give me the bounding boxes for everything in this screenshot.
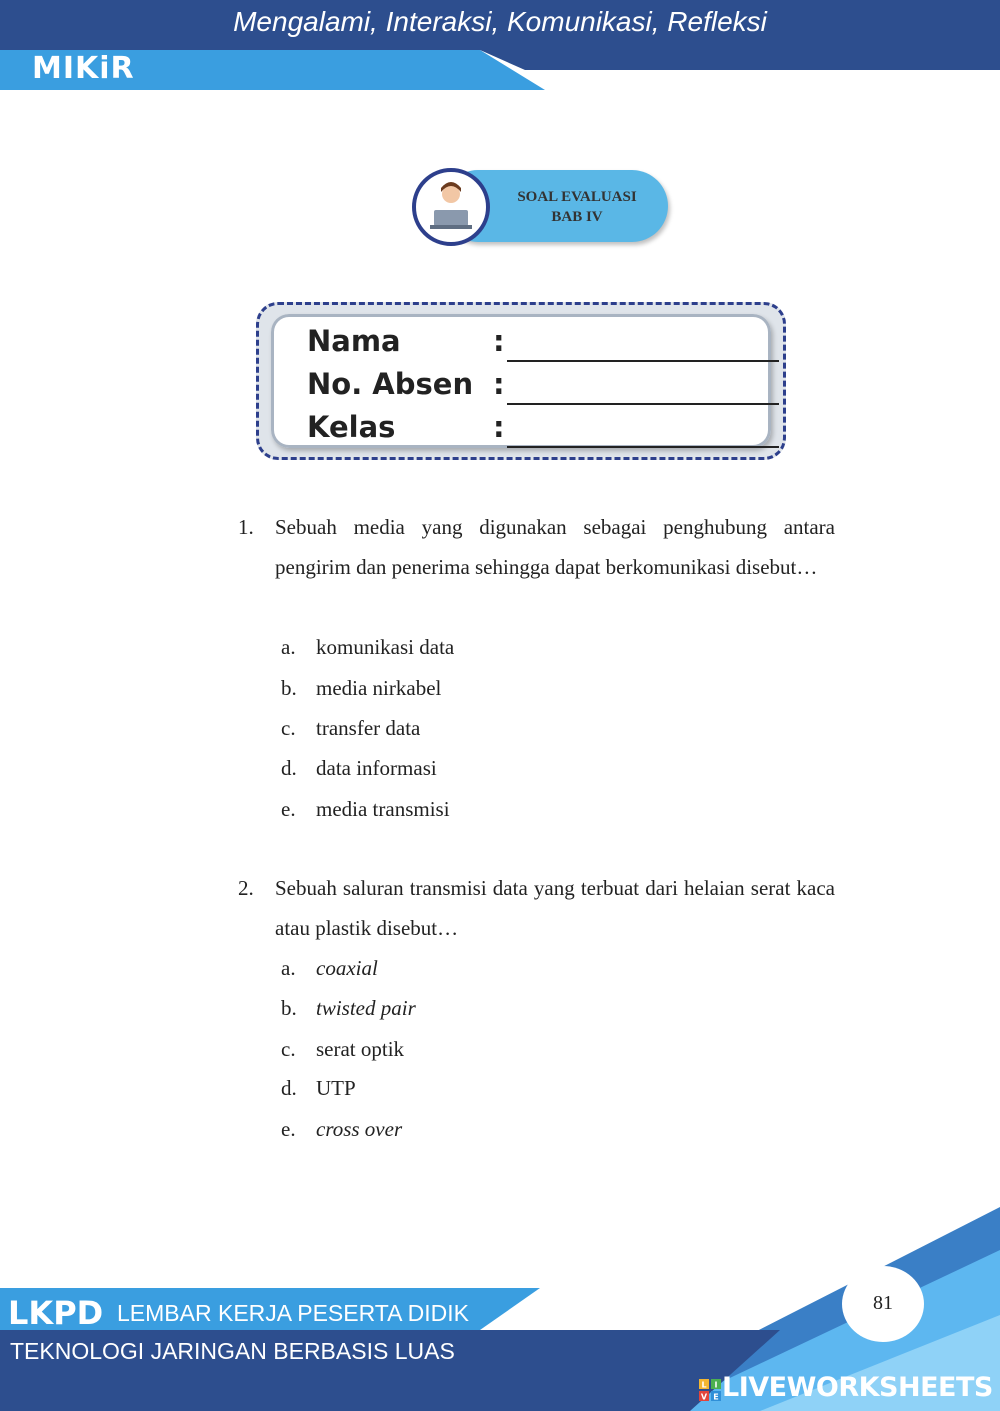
field-label: Kelas <box>307 410 396 444</box>
header-brand: MIKiR <box>32 51 135 86</box>
footer-lkpd-logo: LKPD <box>8 1294 104 1332</box>
option-text[interactable]: coaxial <box>316 956 378 980</box>
question-text: Sebuah media yang digunakan sebagai penghubung antara pengirim dan penerima sehingga dapat berkomunikasi disebut… <box>275 515 835 579</box>
badge-line-2: BAB IV <box>551 209 603 225</box>
question-number: 1. <box>238 515 254 539</box>
field-colon: : <box>493 410 505 444</box>
header-title: Mengalami, Interaksi, Komunikasi, Refleksi <box>233 6 767 37</box>
nama-input-line[interactable] <box>507 360 779 362</box>
kelas-input-line[interactable] <box>507 446 779 448</box>
section-badge <box>412 168 670 246</box>
logo-letter: V <box>700 1392 708 1401</box>
option-letter: d. <box>281 756 297 780</box>
field-label: No. Absen <box>307 367 474 401</box>
option-letter: c. <box>281 716 296 740</box>
field-colon: : <box>493 367 505 401</box>
option-text[interactable]: cross over <box>316 1117 403 1141</box>
identity-form <box>256 302 786 460</box>
badge-line-1: SOAL EVALUASI <box>517 189 637 205</box>
option-text[interactable]: UTP <box>316 1076 356 1100</box>
option-letter: b. <box>281 676 297 700</box>
option-text[interactable]: media transmisi <box>316 797 450 821</box>
liveworksheets-logo-icon <box>699 1379 721 1401</box>
field-colon: : <box>493 324 505 358</box>
option-text[interactable]: komunikasi data <box>316 635 455 659</box>
option-letter: a. <box>281 956 296 980</box>
option-text[interactable]: media nirkabel <box>316 676 442 700</box>
logo-letter: I <box>714 1380 718 1390</box>
footer-lkpd-title: LEMBAR KERJA PESERTA DIDIK <box>117 1300 469 1326</box>
logo-letter: L <box>701 1380 707 1390</box>
option-letter: a. <box>281 635 296 659</box>
logo-letter: E <box>713 1392 719 1401</box>
option-text[interactable]: serat optik <box>316 1037 405 1061</box>
field-label: Nama <box>307 324 401 358</box>
option-letter: e. <box>281 797 296 821</box>
liveworksheets-watermark: LIVEWORKSHEETS <box>722 1372 993 1403</box>
identity-form-card <box>271 314 771 448</box>
footer-subject: TEKNOLOGI JARINGAN BERBASIS LUAS <box>10 1338 455 1364</box>
option-text[interactable]: twisted pair <box>316 996 416 1020</box>
question-text: Sebuah saluran transmisi data yang terbuat dari helaian serat kaca atau plastik disebut… <box>275 876 835 940</box>
option-text[interactable]: transfer data <box>316 716 421 740</box>
option-letter: b. <box>281 996 297 1020</box>
option-text[interactable]: data informasi <box>316 756 437 780</box>
page-number: 81 <box>873 1292 893 1314</box>
badge-text <box>492 187 662 227</box>
teacher-at-laptop-icon <box>412 168 490 246</box>
no-absen-input-line[interactable] <box>507 403 779 405</box>
option-letter: c. <box>281 1037 296 1061</box>
option-letter: d. <box>281 1076 297 1100</box>
question-number: 2. <box>238 876 254 900</box>
option-letter: e. <box>281 1117 296 1141</box>
page-number-badge <box>842 1266 924 1342</box>
